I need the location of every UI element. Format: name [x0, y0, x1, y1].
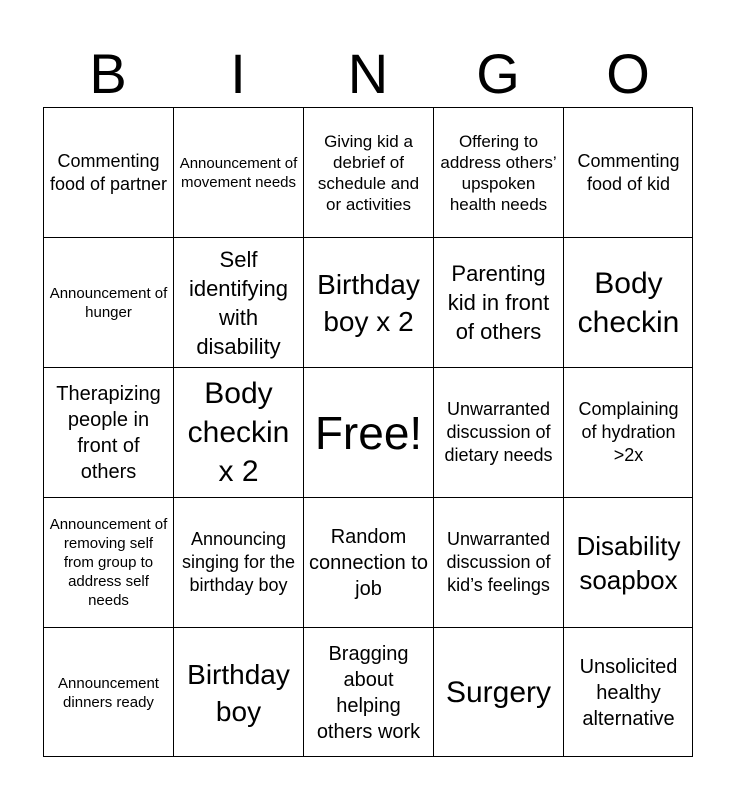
cell-text: Announcement of movement needs: [179, 154, 298, 191]
bingo-cell[interactable]: [173, 107, 303, 237]
bingo-board: [43, 107, 693, 757]
cell-text: Disability soapbox: [576, 530, 681, 595]
cell-text: Birthday boy x 2: [317, 268, 420, 337]
cell-text: Announcement of hunger: [49, 284, 168, 321]
cell-text: Unwarranted discussion of kid’s feelings: [446, 529, 551, 595]
cell-text: Parenting kid in front of others: [447, 261, 550, 344]
header-letter-b: B: [89, 42, 127, 105]
bingo-cell[interactable]: [173, 497, 303, 627]
header-letter-i: I: [230, 42, 246, 105]
bingo-cell[interactable]: [43, 367, 173, 497]
cell-text: Offering to address others’ upspoken health needs: [440, 131, 557, 214]
bingo-cell[interactable]: [433, 497, 563, 627]
bingo-cell[interactable]: [43, 497, 173, 627]
bingo-cell[interactable]: [563, 497, 693, 627]
bingo-cell[interactable]: [173, 627, 303, 757]
cell-text: Random connection to job: [309, 525, 428, 600]
cell-text: Complaining of hydration >2x: [578, 399, 679, 465]
bingo-cell[interactable]: [433, 107, 563, 237]
cell-text: Body checkin: [577, 266, 680, 339]
bingo-cell[interactable]: [433, 237, 563, 367]
bingo-cell[interactable]: [563, 367, 693, 497]
cell-text: Surgery: [445, 676, 552, 709]
bingo-cell[interactable]: [563, 627, 693, 757]
cell-text: Bragging about helping others work: [316, 642, 421, 743]
bingo-cell[interactable]: [43, 627, 173, 757]
bingo-cell[interactable]: [303, 107, 433, 237]
cell-text: Commenting food of partner: [49, 150, 168, 194]
bingo-cell[interactable]: [433, 367, 563, 497]
bingo-cell[interactable]: [303, 237, 433, 367]
cell-text: Unsolicited healthy alternative: [579, 655, 678, 730]
bingo-header: [43, 42, 693, 106]
cell-text: Announcement dinners ready: [58, 674, 159, 711]
cell-text: Birthday boy: [187, 658, 290, 727]
cell-text: Body checkin x 2: [187, 377, 290, 488]
bingo-cell[interactable]: [173, 237, 303, 367]
bingo-cell[interactable]: [43, 107, 173, 237]
cell-text: Unwarranted discussion of dietary needs: [444, 399, 553, 465]
bingo-cell[interactable]: [563, 237, 693, 367]
cell-text: Announcement of removing self from group to address self needs: [49, 516, 168, 609]
bingo-cell[interactable]: [43, 237, 173, 367]
bingo-cell[interactable]: [173, 367, 303, 497]
bingo-cell[interactable]: [303, 497, 433, 627]
cell-text: Giving kid a debrief of schedule and or activities: [317, 131, 420, 214]
cell-text: Therapizing people in front of others: [56, 382, 161, 483]
cell-text: Announcing singing for the birthday boy: [181, 529, 296, 595]
bingo-cell[interactable]: [303, 627, 433, 757]
bingo-cell[interactable]: [563, 107, 693, 237]
bingo-cell[interactable]: [433, 627, 563, 757]
cell-text: Self identifying with disability: [188, 246, 289, 359]
header-letter-g: G: [476, 42, 520, 105]
header-letter-o: O: [606, 42, 650, 105]
bingo-cell-free[interactable]: [303, 367, 433, 497]
cell-text: Commenting food of kid: [577, 150, 680, 194]
free-space-text: Free!: [314, 406, 423, 459]
header-letter-n: N: [347, 42, 389, 105]
